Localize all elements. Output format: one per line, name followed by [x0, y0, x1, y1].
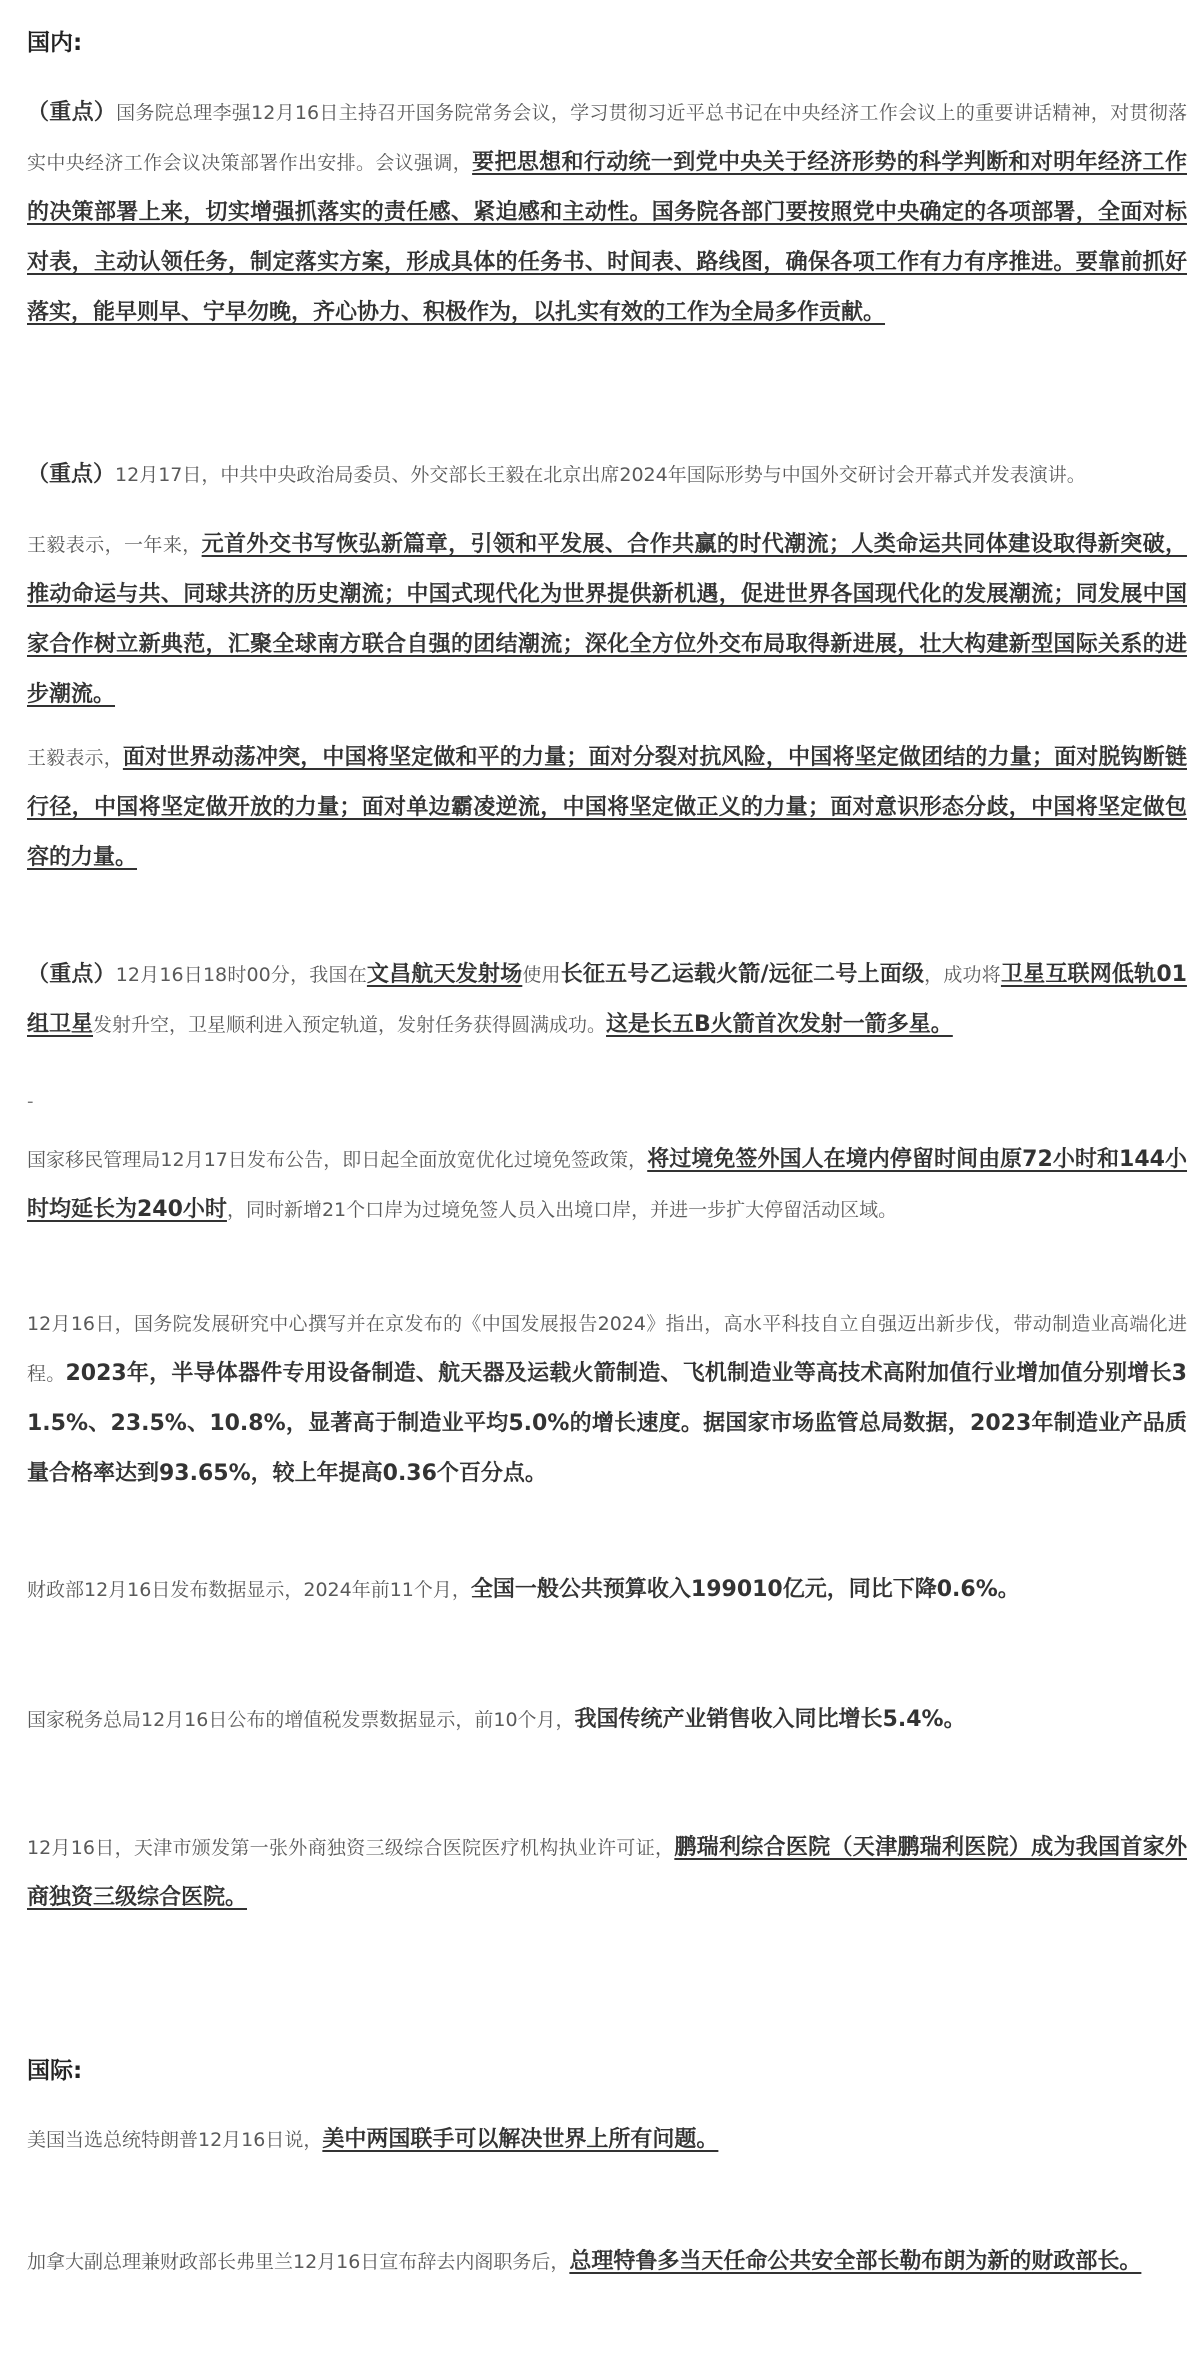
news-highlight: 元首外交书写恢弘新篇章，引领和平发展、合作共赢的时代潮流；人类命运共同体建设取得新突破，推动命运与共、同球共济的历史潮流；中国式现代化为世界提供新机遇，促进世界各国现代化的发展潮流；同发展中国家合作树立新典范，汇聚全球南方联合自强的团结潮流；深化全方位外交布局取得新进展，壮大构建新型国际关系的进步潮流。 [27, 532, 1187, 707]
news-text: 加拿大副总理兼财政部长弗里兰12月16日宣布辞去内阁职务后， [27, 2251, 570, 2273]
news-item-foreign-hospital [27, 1823, 1187, 1923]
news-item-trump [27, 2115, 1187, 2165]
news-item-fiscal-revenue [27, 1565, 1187, 1615]
news-text: ，成功将 [924, 964, 1001, 986]
section-title-international: 国际: [27, 2058, 83, 2084]
news-text: 财政部12月16日发布数据显示，2024年前11个月， [27, 1579, 471, 1601]
news-item-visa-free [27, 1135, 1187, 1235]
section-title-domestic: 国内: [27, 30, 83, 56]
news-text: 国家移民管理局12月17日发布公告，即日起全面放宽优化过境免签政策， [27, 1149, 648, 1171]
separator-dash: - [27, 1091, 34, 1112]
news-text: ，同时新增21个口岸为过境免签人员入出境口岸，并进一步扩大停留活动区域。 [226, 1199, 898, 1221]
news-item-wang-yi-trends [27, 520, 1187, 720]
news-text: 王毅表示， [27, 747, 123, 769]
news-item-vat-invoice [27, 1695, 1187, 1745]
news-highlight: 我国传统产业销售收入同比增长5.4%。 [574, 1707, 966, 1732]
news-text: 美国当选总统特朗普12月16日说， [27, 2129, 323, 2151]
news-text: 12月16日，天津市颁发第一张外商独资三级综合医院医疗机构执业许可证， [27, 1837, 675, 1859]
news-item-wang-yi-speech [27, 450, 1187, 500]
news-highlight: 要把思想和行动统一到党中央关于经济形势的科学判断和对明年经济工作的决策部署上来，切实增强抓落实的责任感、紧迫感和主动性。国务院各部门要按照党中央确定的各项部署，全面对标对表，主动认领任务，制定落实方案，形成具体的任务书、时间表、路线图，确保各项工作有力有序推进。要靠前抓好落实，能早则早、宁早勿晚，齐心协力、积极作为，以扎实有效的工作为全局多作贡献。 [27, 150, 1187, 325]
news-text: 王毅表示，一年来， [27, 534, 202, 556]
news-highlight: 这是长五B火箭首次发射一箭多星。 [606, 1012, 953, 1037]
news-highlight: 总理特鲁多当天任命公共安全部长勒布朗为新的财政部长。 [569, 2249, 1142, 2274]
news-highlight: 美中两国联手可以解决世界上所有问题。 [322, 2127, 719, 2152]
news-highlight: 面对世界动荡冲突，中国将坚定做和平的力量；面对分裂对抗风险，中国将坚定做团结的力量；面对脱钩断链行径，中国将坚定做开放的力量；面对单边霸凌逆流，中国将坚定做正义的力量；面对意识形态分歧，中国将坚定做包容的力量。 [27, 745, 1187, 870]
news-highlight: 长征五号乙运载火箭/远征二号上面级 [560, 962, 925, 987]
news-item-development-report [27, 1300, 1187, 1499]
news-highlight: 卫星互联网低轨01组卫星 [27, 962, 1187, 1037]
news-text: 12月16日，国务院发展研究中心撰写并在京发布的《中国发展报告2024》指出，高水平科技自立自强迈出新步伐，带动制造业高端化进程。 [27, 1313, 1187, 1385]
news-text: 12月17日，中共中央政治局委员、外交部长王毅在北京出席2024年国际形势与中国外交研讨会开幕式并发表演讲。 [115, 464, 1086, 486]
news-item-state-council [27, 88, 1187, 338]
news-item-wang-yi-forces [27, 733, 1187, 883]
news-highlight: 将过境免签外国人在境内停留时间由原72小时和144小时均延长为240小时 [27, 1147, 1188, 1222]
key-tag: （重点） [27, 462, 116, 487]
news-text: 使用 [522, 964, 561, 986]
news-text: 发射升空，卫星顺利进入预定轨道，发射任务获得圆满成功。 [93, 1014, 607, 1036]
news-highlight: 全国一般公共预算收入199010亿元，同比下降0.6%。 [470, 1577, 1020, 1602]
news-highlight: 鹏瑞利综合医院（天津鹏瑞利医院）成为我国首家外商独资三级综合医院。 [27, 1835, 1187, 1910]
news-text: 国务院总理李强12月16日主持召开国务院常务会议，学习贯彻习近平总书记在中央经济工作会议上的重要讲话精神，对贯彻落实中央经济工作会议决策部署作出安排。会议强调， [27, 102, 1187, 174]
news-item-rocket-launch [27, 950, 1187, 1050]
news-item-canada-finance [27, 2237, 1187, 2287]
key-tag: （重点） [27, 100, 117, 125]
news-highlight: 2023年，半导体器件专用设备制造、航天器及运载火箭制造、飞机制造业等高技术高附加值行业增加值分别增长31.5%、23.5%、10.8%，显著高于制造业平均5.0%的增长速度。据国家市场监管总局数据，2023年制造业产品质量合格率达到93.65%，较上年提高0.36个百分点。 [27, 1361, 1187, 1486]
key-tag: （重点） [27, 962, 116, 987]
news-highlight: 文昌航天发射场 [366, 962, 523, 987]
news-text: 12月16日18时00分，我国在 [115, 964, 367, 986]
news-text: 国家税务总局12月16日公布的增值税发票数据显示，前10个月， [27, 1709, 575, 1731]
